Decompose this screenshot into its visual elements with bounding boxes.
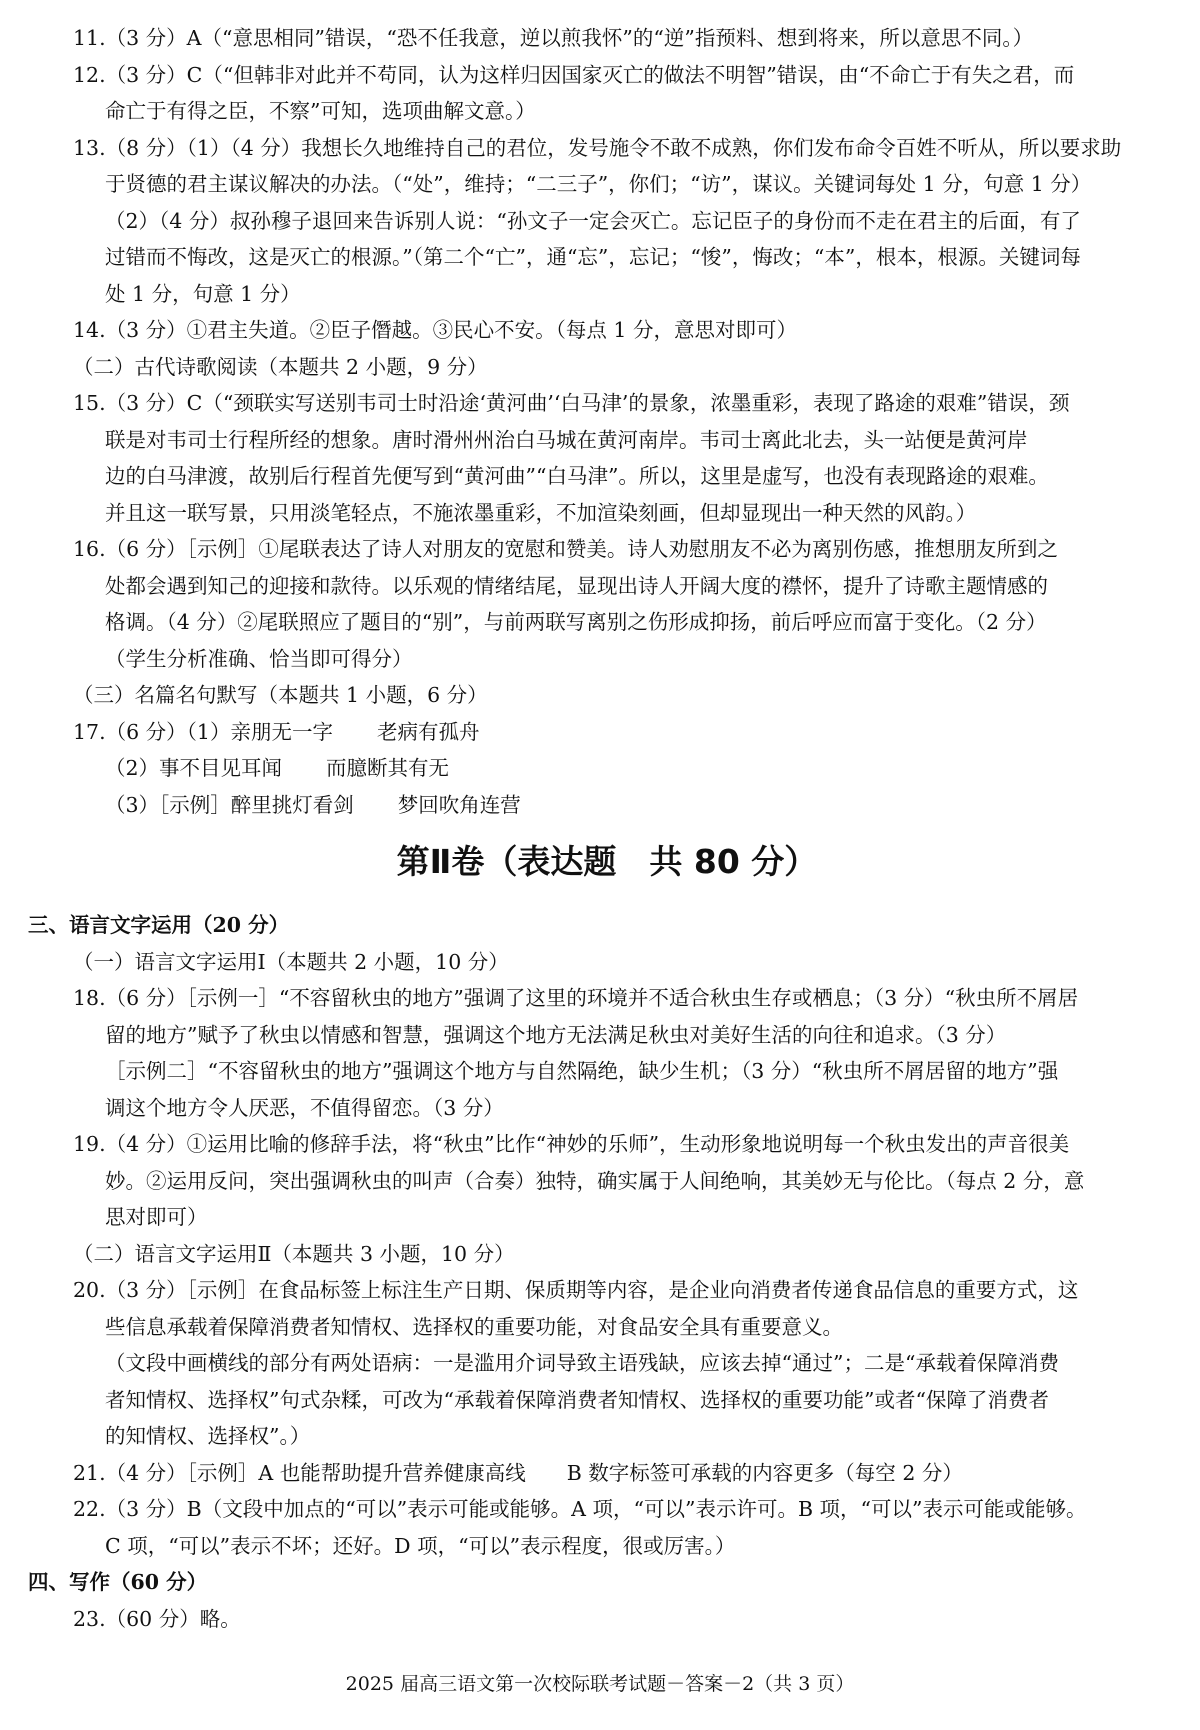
answer-line: 22.（3 分）B（文段中加点的“可以”表示可能或能够。A 项，“可以”表示许可。B 项，“可以”表示可能或能够。 <box>73 1497 1087 1521</box>
answer-line: 于贤德的君主谋议解决的办法。（“处”，维持；“二三子”，你们；“访”，谋议。关键词每处 1 分，句意 1 分） <box>105 172 1092 196</box>
q17-part-a: 17.（6 分）（1）亲朋无一字 <box>73 719 333 744</box>
answer-line: （二）语言文字运用Ⅱ（本题共 3 小题，10 分） <box>73 1241 515 1266</box>
answer-line: 13.（8 分）（1）（4 分）我想长久地维持自己的君位，发号施令不敢不成熟，你们发布命令百姓不听从，所以要求助 <box>73 135 1122 160</box>
answer-line: 14.（3 分）①君主失道。②臣子僭越。③民心不安。（每点 1 分，意思对即可） <box>73 318 797 342</box>
answer-line: 过错而不悔改，这是灭亡的根源。”（第二个“亡”，通“忘”，忘记；“悛”，悔改；“本”，根本，根源。关键词每 <box>105 245 1081 269</box>
q17-line-1 <box>28 714 1186 751</box>
answer-line: 并且这一联写景，只用淡笔轻点，不施浓墨重彩，不加渲染刻画，但却显现出一种天然的风韵。） <box>105 500 977 525</box>
answer-line: 20.（3 分）［示例］在食品标签上标注生产日期、保质期等内容，是企业向消费者传递食品信息的重要方式，这 <box>73 1278 1079 1302</box>
answer-block-part2 <box>28 907 1186 1637</box>
answer-line: ［示例二］“不容留秋虫的地方”强调这个地方与自然隔绝，缺少生机；（3 分）“秋虫所不屑居留的地方”强 <box>105 1059 1059 1083</box>
answer-line: 处 1 分，句意 1 分） <box>105 281 301 306</box>
answer-line: （2）（4 分）叔孙穆子退回来告诉别人说：“孙文子一定会灭亡。忘记臣子的身份而不走在君主的后面，有了 <box>105 208 1081 233</box>
answer-line: 思对即可） <box>105 1205 208 1229</box>
answer-line: （二）古代诗歌阅读（本题共 2 小题，9 分） <box>73 354 488 379</box>
answer-line: 些信息承载着保障消费者知情权、选择权的重要功能，对食品安全具有重要意义。 <box>105 1314 843 1339</box>
answer-line: （一）语言文字运用Ⅰ（本题共 2 小题，10 分） <box>73 949 509 974</box>
answer-line: 命亡于有得之臣，不察”可知，选项曲解文意。） <box>105 99 536 123</box>
q17-part-a: （3）［示例］醉里挑灯看剑 <box>105 792 354 817</box>
answer-line: 调这个地方令人厌恶，不值得留恋。（3 分） <box>105 1095 504 1120</box>
answer-block-part1 <box>28 20 1186 714</box>
q17-part-b: 老病有孤舟 <box>376 719 480 744</box>
answer-line: 19.（4 分）①运用比喻的修辞手法，将“秋虫”比作“神妙的乐师”，生动形象地说明每一个秋虫发出的声音很美 <box>73 1132 1070 1156</box>
answer-line: 三、语言文字运用（20 分） <box>28 913 290 937</box>
answer-line: （文段中画横线的部分有两处语病：一是滥用介词导致主语残缺，应该去掉“通过”；二是“承载着保障消费 <box>105 1351 1059 1375</box>
answer-line: 18.（6 分）［示例一］“不容留秋虫的地方”强调了这里的环境并不适合秋虫生存或栖息；（3 分）“秋虫所不屑居 <box>73 986 1079 1010</box>
answer-line: 者知情权、选择权”句式杂糅，可改为“承载着保障消费者知情权、选择权的重要功能”或者“保障了消费者 <box>105 1387 1049 1412</box>
answer-line: 23.（60 分）略。 <box>73 1606 241 1631</box>
q17-line-3 <box>28 787 1186 824</box>
q17-part-b: 梦回吹角连营 <box>397 792 521 817</box>
q17-part-b: 而臆断其有无 <box>326 756 450 780</box>
answer-line: 四、写作（60 分） <box>28 1570 208 1594</box>
answer-line: 边的白马津渡，故别后行程首先便写到“黄河曲”“白马津”。所以，这里是虚写，也没有表现路途的艰难。 <box>105 464 1049 488</box>
answer-line: 处都会遇到知己的迎接和款待。以乐观的情绪结尾，显现出诗人开阔大度的襟怀，提升了诗歌主题情感的 <box>105 573 1048 598</box>
answer-line: 的知情权、选择权”。） <box>105 1424 311 1448</box>
answer-line: 妙。②运用反问，突出强调秋虫的叫声（合奏）独特，确实属于人间绝响，其美妙无与伦比。（每点 2 分，意 <box>105 1168 1085 1193</box>
section-title: 第Ⅱ卷（表达题 共 80 分） <box>396 842 818 881</box>
answer-line: 格调。（4 分）②尾联照应了题目的“别”，与前两联写离别之伤形成抑扬，前后呼应而富于变化。（2 分） <box>105 610 1047 634</box>
page-footer: 2025 届高三语文第一次校际联考试题－答案－2（共 3 页） <box>345 1673 855 1695</box>
answer-line: 联是对韦司士行程所经的想象。唐时滑州州治白马城在黄河南岸。韦司士离此北去，头一站便是黄河岸 <box>105 427 1028 452</box>
q17-answer <box>28 714 1186 824</box>
answer-line: 16.（6 分）［示例］①尾联表达了诗人对朋友的宽慰和赞美。诗人劝慰朋友不必为离别伤感，推想朋友所到之 <box>73 537 1058 561</box>
answer-line: 12.（3 分）C（“但韩非对此并不苟同，认为这样归因国家灭亡的做法不明智”错误，由“不命亡于有失之君，而 <box>73 62 1075 87</box>
answer-line: 21.（4 分）［示例］A 也能帮助提升营养健康高线 B 数字标签可承载的内容更多（每空 2 分） <box>73 1460 963 1485</box>
answer-line: C 项，“可以”表示不坏；还好。D 项，“可以”表示程度，很或厉害。） <box>105 1533 736 1558</box>
q17-line-2 <box>28 750 1186 787</box>
q17-part-a: （2）事不目见耳闻 <box>105 756 283 780</box>
answer-line: （三）名篇名句默写（本题共 1 小题，6 分） <box>73 683 488 707</box>
answer-line: （学生分析准确、恰当即可得分） <box>105 646 413 671</box>
answer-line: 留的地方”赋予了秋虫以情感和智慧，强调这个地方无法满足秋虫对美好生活的向往和追求。（3 分） <box>105 1022 1007 1047</box>
answer-line: 15.（3 分）C（“颈联实写送别韦司士时沿途‘黄河曲’‘白马津’的景象，浓墨重彩，表现了路途的艰难”错误，颈 <box>73 391 1070 415</box>
answer-line: 11.（3 分）A（“意思相同”错误，“恐不任我意，逆以煎我怀”的“逆”指预料、想到将来，所以意思不同。） <box>73 26 1034 50</box>
